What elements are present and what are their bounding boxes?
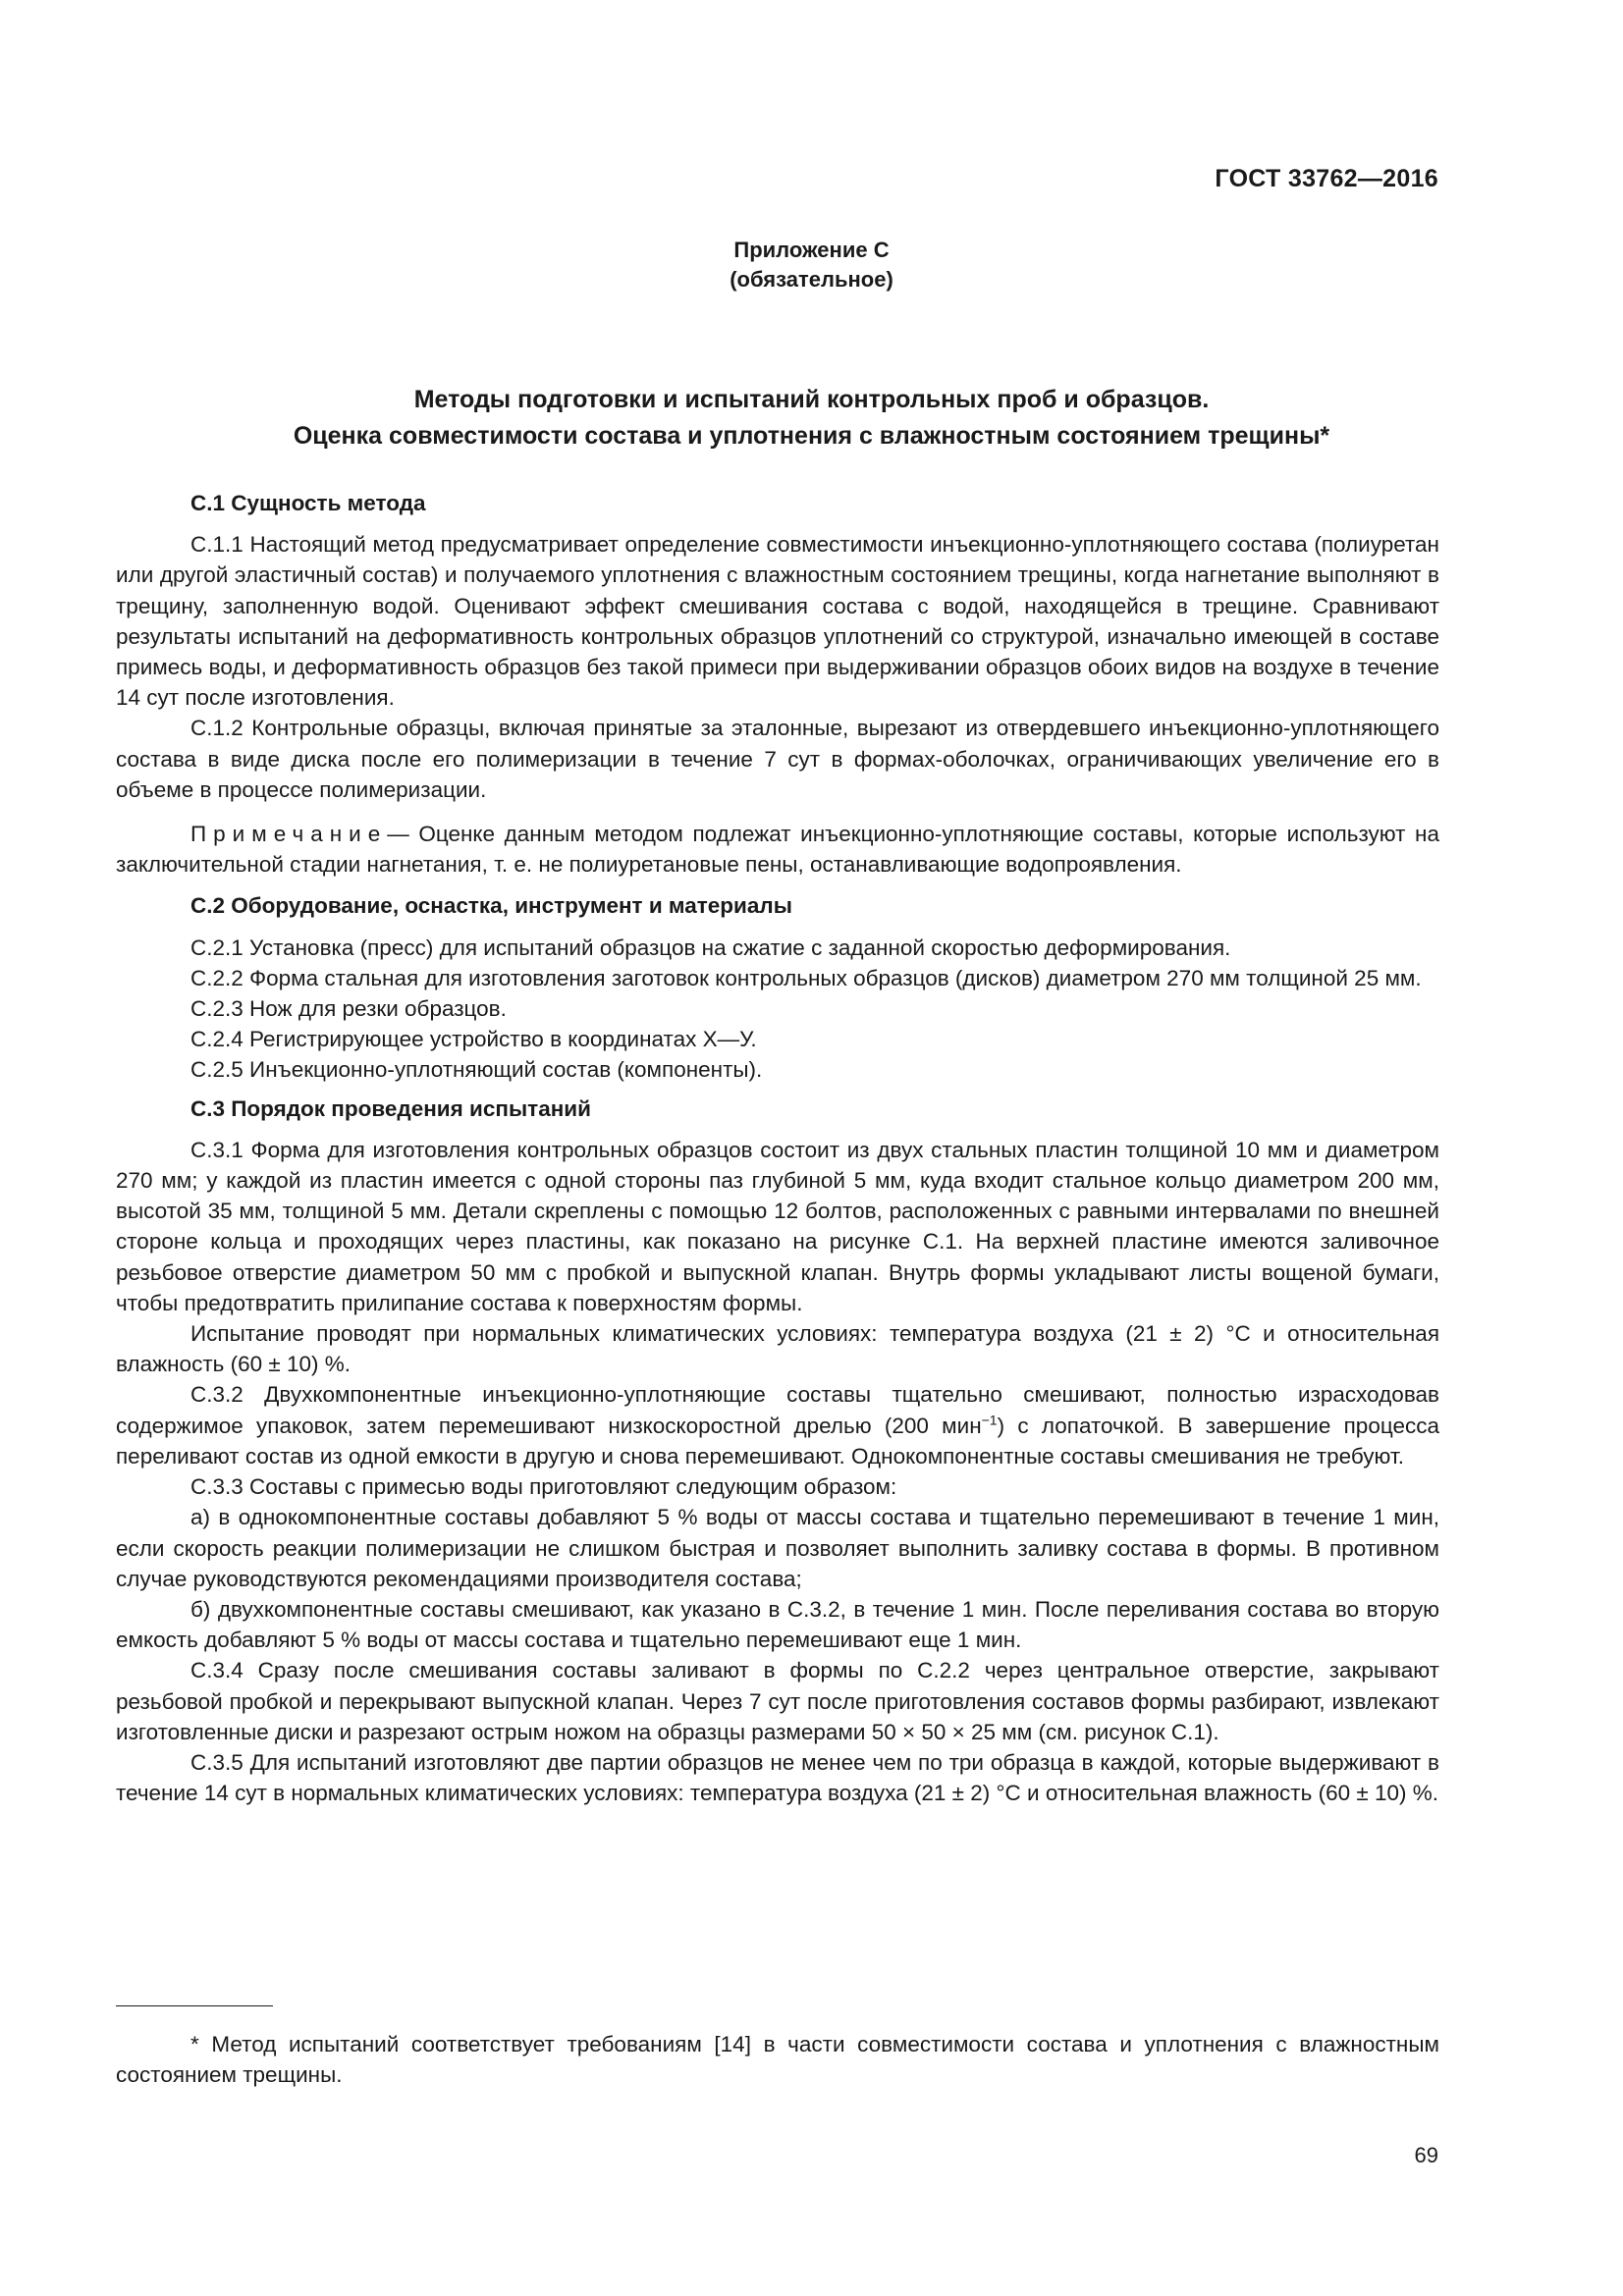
appendix-header xyxy=(0,236,1623,294)
heading-c3: С.3 Порядок проведения испытаний xyxy=(190,1095,591,1121)
item-c2-1: С.2.1 Установка (пресс) для испытаний образцов на сжатие с заданной скоростью деформирования. xyxy=(190,934,1231,960)
paragraph-c3-5: С.3.5 Для испытаний изготовляют две партии образцов не менее чем по три образца в каждой, которые выдерживают в течение 14 сут в нормальных климатических условиях: температура воздуха (21 ± 2) °С и относительная влажность (60 ± 10) %. xyxy=(116,1749,1439,1806)
document-id: ГОСТ 33762—2016 xyxy=(1215,165,1438,192)
list-item-a: а) в однокомпонентные составы добавляют 5 % воды от массы состава и тщательно перемешивают в течение 1 мин, если скорость реакции полимеризации не слишком быстрая и позволяет выполнить заливку состава в формы. В противном случае руководствуются рекомендациями производителя состава; xyxy=(116,1505,1439,1591)
item-c2-4: С.2.4 Регистрирующее устройство в координатах Х—У. xyxy=(190,1027,757,1052)
note xyxy=(116,819,1439,880)
appendix-title: Приложение С xyxy=(733,238,890,262)
item-c2-2: С.2.2 Форма стальная для изготовления заготовок контрольных образцов (дисков) диаметром 270 мм толщиной 25 мм. xyxy=(190,965,1422,990)
section-title xyxy=(0,382,1623,454)
page-number: 69 xyxy=(1414,2143,1438,2167)
note-label: Примечание xyxy=(190,822,388,847)
paragraph-c3-3: С.3.3 Составы с примесью воды приготовляют следующим образом: xyxy=(190,1474,897,1500)
paragraph-conditions: Испытание проводят при нормальных климатических условиях: температура воздуха (21 ± 2) °С и относительная влажность (60 ± 10) %. xyxy=(116,1321,1439,1377)
item-c2-3: С.2.3 Нож для резки образцов. xyxy=(190,996,507,1022)
footnote-divider xyxy=(116,2005,273,2006)
list-item-b: б) двухкомпонентные составы смешивают, как указано в С.3.2, в течение 1 мин. После переливания состава во вторую емкость добавляют 5 % воды от массы состава и тщательно перемешивают еще 1 мин. xyxy=(116,1596,1439,1653)
paragraph-c3-4: С.3.4 Сразу после смешивания составы заливают в формы по С.2.2 через центральное отверстие, закрывают резьбовой пробкой и перекрывают выпускной клапан. Через 7 сут после приготовления составов формы разбирают, извлекают изготовленные диски и разрезают острым ножом на образцы размерами 50 × 50 × 25 мм (см. рисунок С.1). xyxy=(116,1658,1439,1744)
document-body xyxy=(116,488,1439,1808)
footnote-text: * Метод испытаний соответствует требованиям [14] в части совместимости состава и уплотнения с влажностным состоянием трещины. xyxy=(116,2032,1439,2088)
paragraph-c3-2 xyxy=(116,1379,1439,1471)
paragraph-c3-1: С.3.1 Форма для изготовления контрольных образцов состоит из двух стальных пластин толщиной 10 мм и диаметром 270 мм; у каждой из пластин имеется с одной стороны паз глубиной 5 мм, куда входит стальное кольцо диаметром 200 мм, высотой 35 мм, толщиной 5 мм. Детали скреплены с помощью 12 болтов, расположенных с равными интервалами по внешней стороне кольца и проходящих через пластины, как показано на рисунке С.1. На верхней пластине имеются заливочное резьбовое отверстие диаметром 50 мм с пробкой и выпускной клапан. Внутрь формы укладывают листы вощеной бумаги, чтобы предотвратить прилипание состава к поверхностям формы. xyxy=(116,1137,1439,1315)
item-c2-5: С.2.5 Инъекционно-уплотняющий состав (компоненты). xyxy=(190,1057,763,1083)
paragraph-c1-1: С.1.1 Настоящий метод предусматривает определение совместимости инъекционно-уплотняющего состава (полиуретан или другой эластичный состав) и получаемого уплотнения с влажностным состоянием трещины, когда нагнетание выполняют в трещину, заполненную водой. Оценивают эффект смешивания состава с водой, находящейся в трещине. Сравнивают результаты испытаний на деформативность контрольных образцов уплотнений со структурой, изначально имеющей в составе примесь воды, и деформативность образцов без такой примеси при выдерживании образцов обоих видов на воздухе в течение 14 сут после изготовления. xyxy=(116,532,1439,711)
title-line-2: Оценка совместимости состава и уплотнения с влажностным состоянием трещины* xyxy=(293,422,1330,450)
title-line-1: Методы подготовки и испытаний контрольных проб и образцов. xyxy=(413,386,1210,413)
heading-c2: С.2 Оборудование, оснастка, инструмент и материалы xyxy=(190,893,792,919)
paragraph-c3-2-start: С.3.2 Двухкомпонентные инъекционно-уплотняющие составы тщательно смешивают, полностью израсходовав содержимое упаковок, затем перемешивают низкоскоростной дрелью (200 мин xyxy=(116,1382,1439,1438)
footnote xyxy=(116,2029,1439,2090)
paragraph-c1-2: С.1.2 Контрольные образцы, включая принятые за эталонные, вырезают из отвердевшего инъекционно-уплотняющего состава в виде диска после его полимеризации в течение 7 сут в формах-оболочках, ограничивающих увеличение его в объеме в процессе полимеризации. xyxy=(116,716,1439,802)
appendix-status: (обязательное) xyxy=(730,267,893,292)
superscript-minus-one: −1 xyxy=(981,1412,998,1428)
heading-c1: С.1 Сущность метода xyxy=(190,491,426,515)
paragraph-c3-2-end: ) с лопаточкой. В завершение процесса переливают состав из одной емкости в другую и снова перемешивают. Однокомпонентные составы смешивания не требуют. xyxy=(116,1413,1439,1468)
note-text: — Оценке данным методом подлежат инъекционно-уплотняющие составы, которые используют на заключительной стадии нагнетания, т. е. не полиуретановые пены, останавливающие водопроявления. xyxy=(116,822,1439,878)
